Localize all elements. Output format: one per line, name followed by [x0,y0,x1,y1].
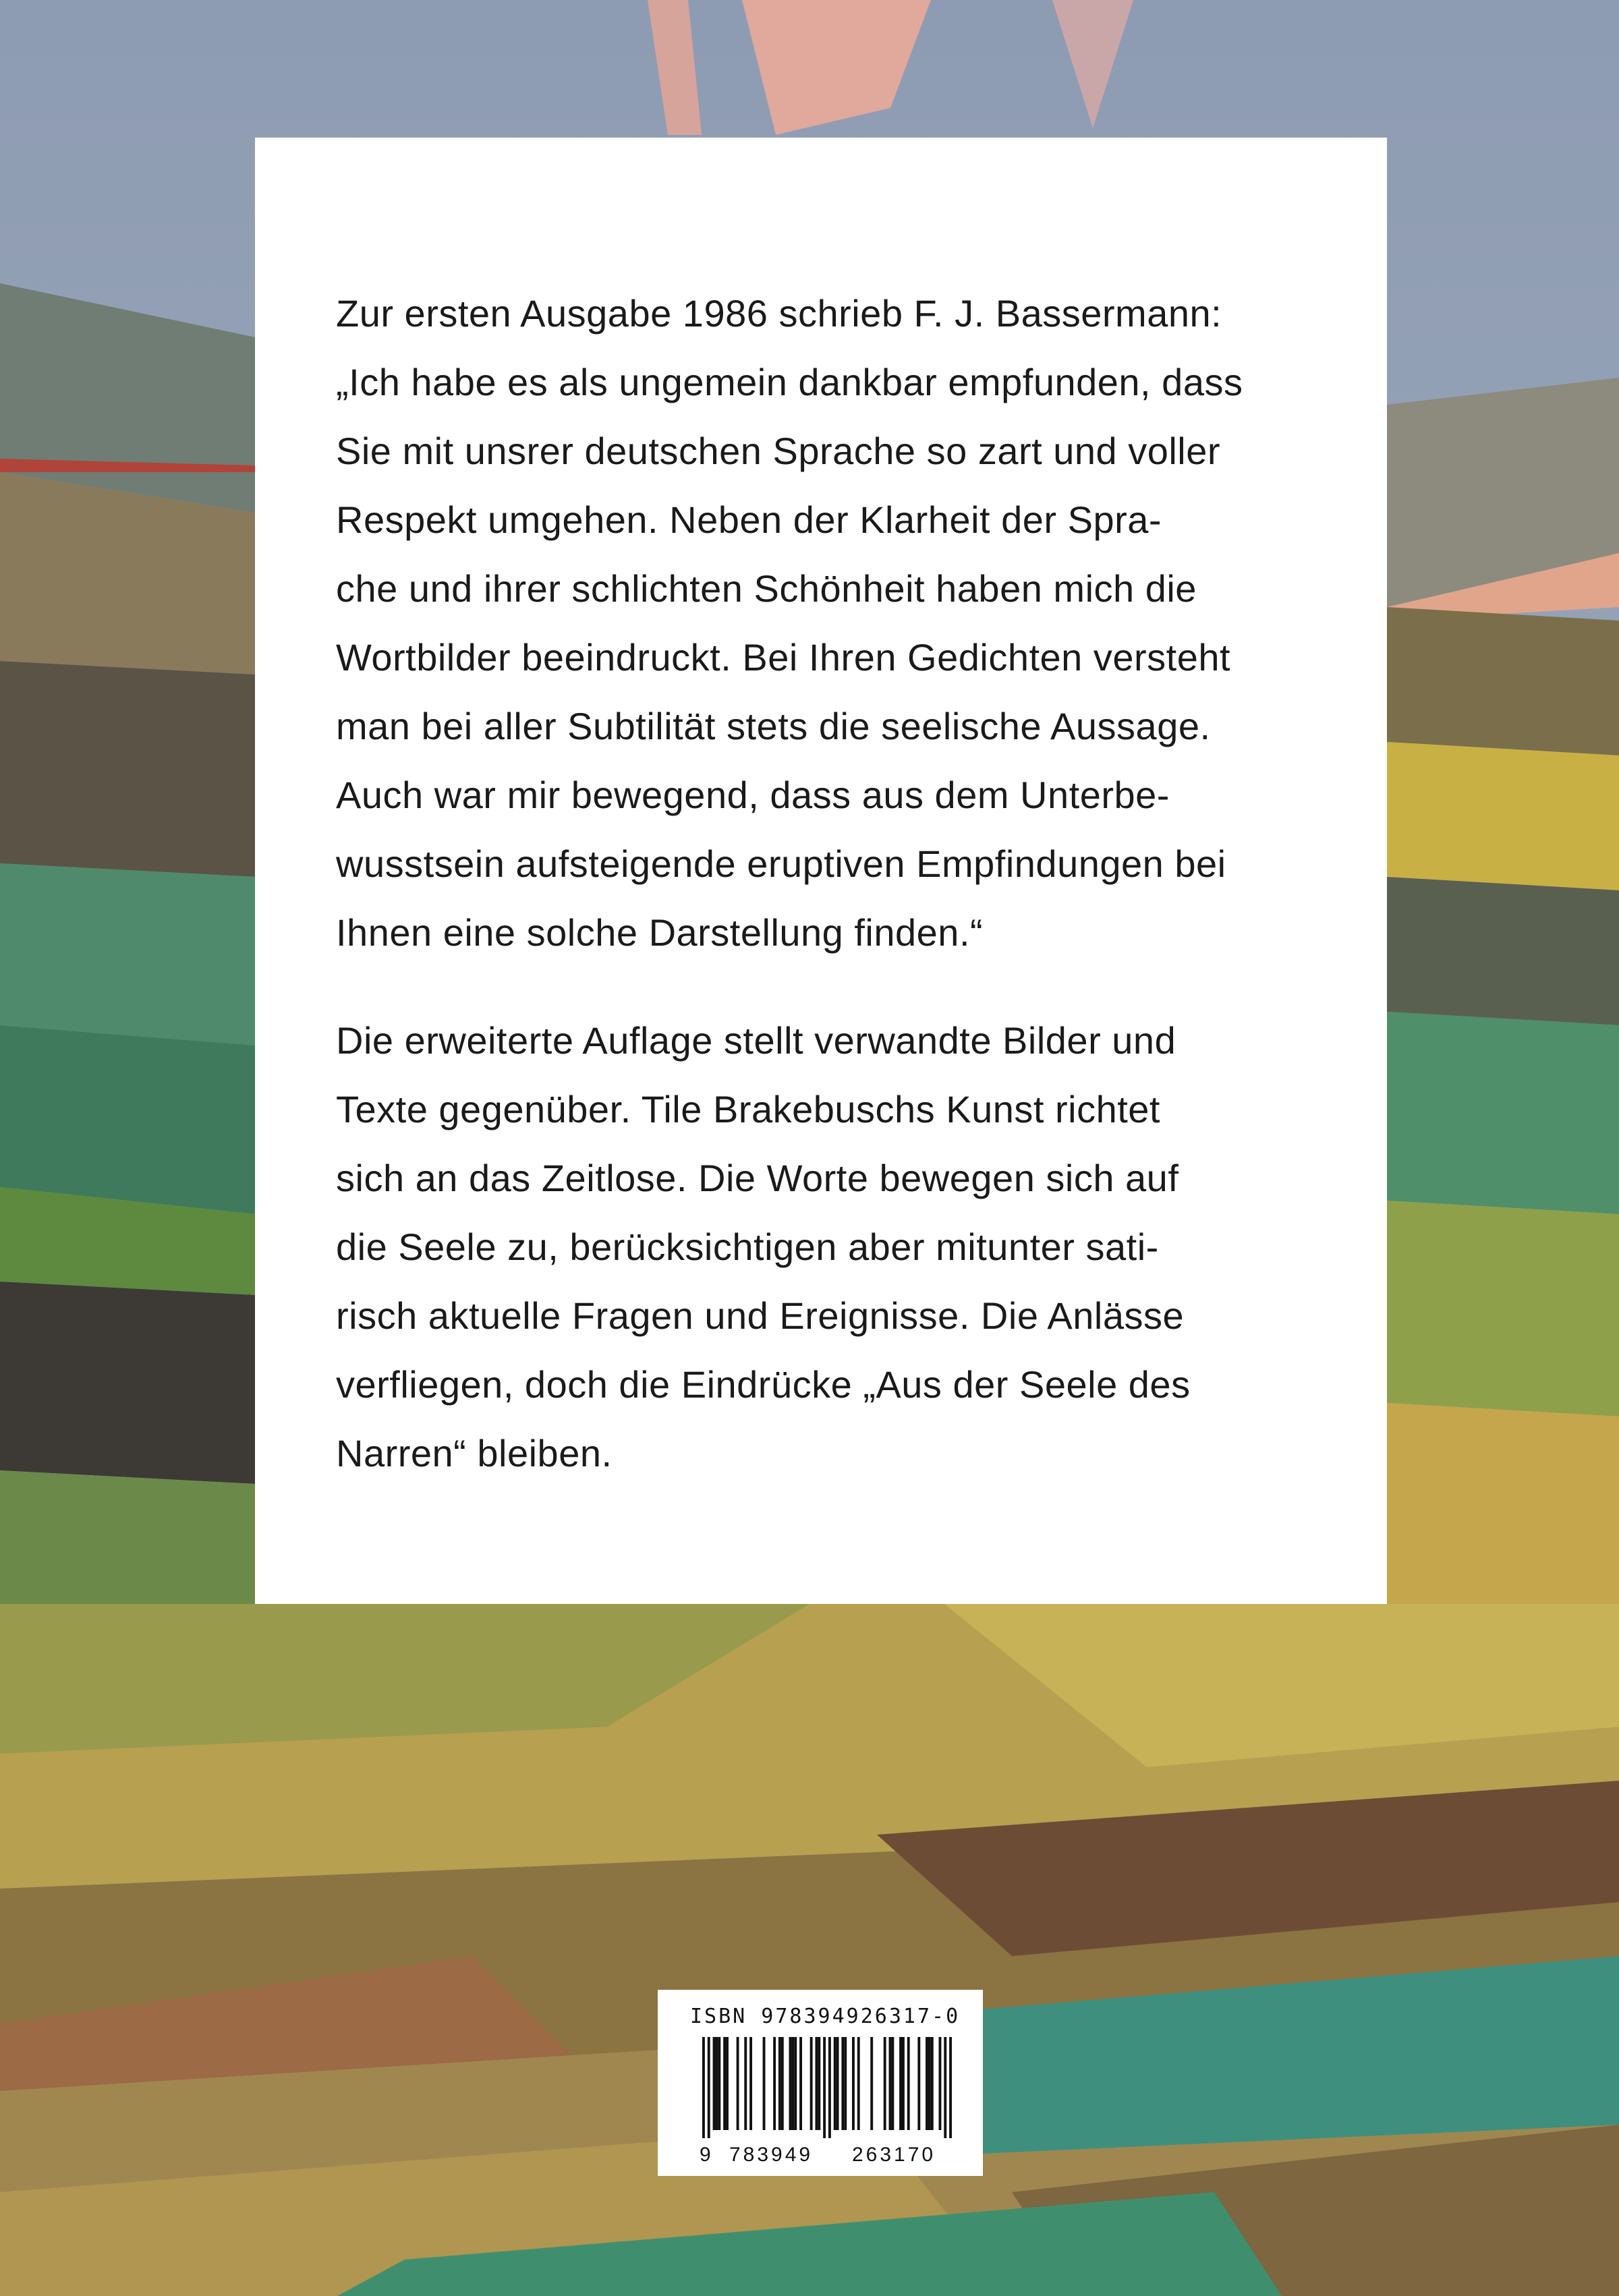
barcode-bar [939,2037,942,2130]
barcode-bar [749,2037,752,2130]
text-line: Texte gegenüber. Tile Brakebuschs Kunst richtet [336,1088,1160,1130]
barcode-bar [889,2037,892,2130]
barcode-bar [799,2037,802,2130]
barcode-bar [949,2037,952,2138]
barcode-bar [836,2037,839,2130]
barcode-bar [791,2037,794,2130]
barcode-bar [773,2037,776,2130]
barcode-bar [818,2037,820,2130]
barcode-bar [726,2037,729,2130]
barcode-digits [700,2144,956,2171]
barcode-bar [718,2037,720,2130]
barcode-bar [715,2037,718,2130]
barcode-bar [763,2037,766,2130]
text-line: che und ihrer schlichten Schönheit haben mich die [336,567,1197,610]
barcode-bar [810,2037,813,2130]
text-line: die Seele zu, berücksichtigen aber mitunter sati- [336,1226,1159,1268]
barcode-bar [907,2037,910,2130]
text-line: verfliegen, doch die Eindrücke „Aus der Seele des [336,1363,1191,1406]
text-line: „Ich habe es als ungemein dankbar empfunden, dass [336,361,1243,403]
blurb-paragraph-2 [336,1006,1313,1488]
barcode-bar [789,2037,792,2130]
barcode-bar [723,2037,726,2130]
text-line: sich an das Zeitlose. Die Worte bewegen sich auf [336,1157,1179,1199]
barcode-bar [884,2037,886,2130]
barcode-bar [857,2037,860,2130]
barcode-bar [870,2037,873,2130]
barcode-bar [737,2037,739,2130]
text-line: man bei aller Subtilität stets die seelische Aussage. [336,705,1211,747]
text-line: Die erweiterte Auflage stellt verwandte Bilder und [336,1019,1176,1062]
barcode-bar [713,2037,716,2130]
barcode-bar [899,2037,902,2130]
barcode-bar [744,2037,747,2130]
barcode-bar [926,2037,928,2130]
text-line: Wortbilder beeindruckt. Bei Ihren Gedichten versteht [336,636,1231,679]
barcode-bar [781,2037,784,2130]
barcode-digits-right: 263170 [852,2144,936,2166]
barcode-bar [702,2037,705,2138]
barcode-bar [852,2037,855,2130]
barcode-digit-lead: 9 [700,2144,711,2166]
barcode-bar [928,2037,931,2130]
barcode-bar [823,2037,826,2138]
barcode-digits-left: 783949 [729,2144,814,2166]
text-line: Respekt umgehen. Neben der Klarheit der Spra- [336,498,1162,541]
barcode-bar [778,2037,781,2130]
blurb-paragraph-1 [336,279,1313,967]
barcode-bar [841,2037,844,2130]
barcode-bar [794,2037,797,2130]
text-line: Ihnen eine solche Darstellung finden.“ [336,911,984,954]
text-line: risch aktuelle Fragen und Ereignisse. Die Anlässe [336,1294,1185,1337]
text-line: wusstsein aufsteigende eruptiven Empfindungen bei [336,842,1226,885]
text-line: Sie mit unsrer deutschen Sprache so zart und voller [336,430,1221,472]
isbn-barcode [658,1990,983,2176]
barcode-bar [917,2037,920,2130]
blurb-panel [255,138,1387,1604]
barcode-bar [828,2037,831,2138]
text-line: Auch war mir bewegend, dass aus dem Unterbe- [336,774,1170,816]
barcode-bar [891,2037,894,2130]
barcode-bar [931,2037,934,2130]
barcode-bar [834,2037,836,2130]
barcode-bars-icon [702,2037,952,2138]
barcode-bar [708,2037,710,2138]
barcode-bar [815,2037,818,2130]
barcode-bar [844,2037,847,2130]
barcode-bar [944,2037,946,2138]
isbn-label: ISBN 978394926317-0 [690,2005,961,2028]
barcode-bar [902,2037,905,2130]
text-line: Zur ersten Ausgabe 1986 schrieb F. J. Bassermann: [336,292,1222,335]
text-line: Narren“ bleiben. [336,1432,613,1474]
